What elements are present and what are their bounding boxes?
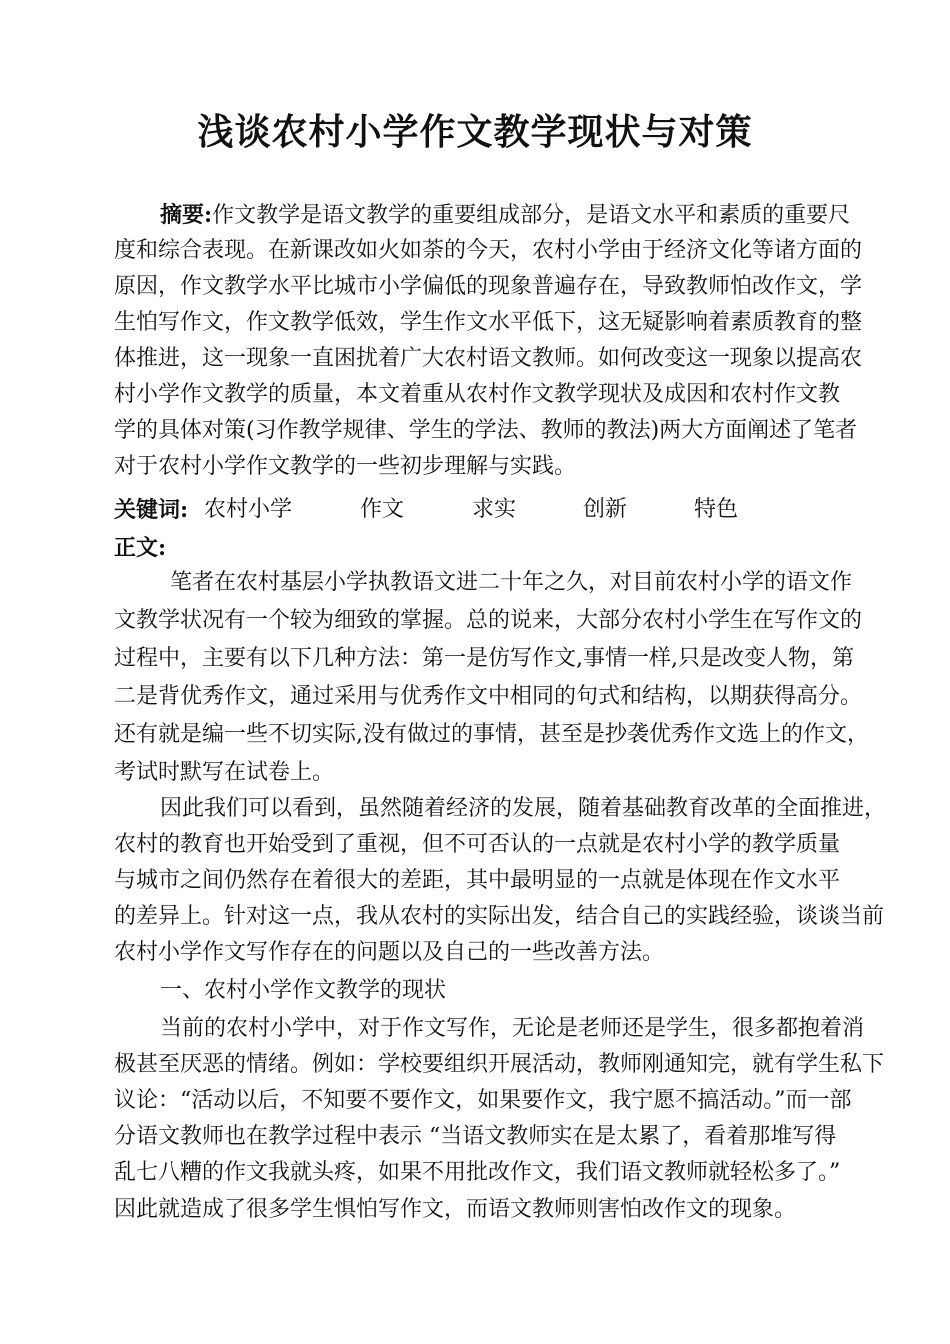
body-line: 二是背优秀作文，通过采用与优秀作文中相同的句式和结构，以期获得高分。 [114, 684, 863, 709]
body-line: 乱七八糟的作文我就头疼，如果不用批改作文，我们语文教师就轻松多了。” [114, 1160, 841, 1185]
body-line: 极甚至厌恶的情绪。例如：学校要组织开展活动，教师刚通知完，就有学生私下 [114, 1052, 885, 1077]
body-line: 还有就是编一些不切实际,没有做过的事情，甚至是抄袭优秀作文选上的作文， [114, 722, 869, 747]
body-line: 的差异上。针对这一点，我从农村的实际出发，结合自己的实践经验，谈谈当前 [114, 904, 885, 929]
abstract-line: 生怕写作文，作文教学低效，学生作文水平低下，这无疑影响着素质教育的整 [114, 310, 863, 335]
keywords-label: 关键词: [114, 497, 189, 523]
body-line: 议论：“活动以后，不知要不要作文，如果要作文，我宁愿不搞活动。”而一部 [114, 1088, 852, 1113]
abstract-label: 摘要: [160, 202, 213, 228]
body-line: 分语文教师也在教学过程中表示 “当语文教师实在是太累了，看着那堆写得 [114, 1124, 837, 1149]
document-title: 浅谈农村小学作文教学现状与对策 [197, 111, 753, 153]
abstract-line [160, 197, 850, 233]
abstract-line: 体推进，这一现象一直困扰着广大农村语文教师。如何改变这一现象以提高农 [114, 346, 863, 371]
body-line: 当前的农村小学中，对于作文写作，无论是老师还是学生，很多都抱着消 [160, 1016, 865, 1041]
keywords-line [114, 492, 739, 528]
body-line: 农村小学作文写作存在的问题以及自己的一些改善方法。 [114, 940, 665, 965]
abstract-line: 村小学作文教学的质量，本文着重从农村作文教学现状及成因和农村作文教 [114, 382, 841, 407]
body-line: 过程中，主要有以下几种方法：第一是仿写作文,事情一样,只是改变人物，第 [114, 646, 854, 671]
body-line: 因此我们可以看到，虽然随着经济的发展，随着基础教育改革的全面推进， [160, 796, 887, 821]
keyword: 求实 [472, 497, 517, 522]
body-label: 正文: [114, 535, 167, 561]
body-line: 与城市之间仍然存在着很大的差距，其中最明显的一点就是体现在作文水平 [114, 868, 841, 893]
keyword: 作文 [360, 497, 405, 522]
keyword: 创新 [583, 497, 628, 522]
body-line: 笔者在农村基层小学执教语文进二十年之久，对目前农村小学的语文作 [170, 570, 853, 595]
body-line: 因此就造成了很多学生惧怕写作文，而语文教师则害怕改作文的现象。 [114, 1197, 797, 1222]
keyword: 农村小学 [204, 497, 293, 522]
abstract-line: 对于农村小学作文教学的一些初步理解与实践。 [114, 454, 577, 479]
abstract-text: 作文教学是语文教学的重要组成部分，是语文水平和素质的重要尺 [212, 203, 851, 228]
body-line: 考试时默写在试卷上。 [114, 760, 335, 785]
section-heading: 一、农村小学作文教学的现状 [160, 978, 447, 1003]
abstract-line: 原因，作文教学水平比城市小学偏低的现象普遍存在，导致教师怕改作文，学 [114, 274, 863, 299]
body-line: 农村的教育也开始受到了重视，但不可否认的一点就是农村小学的教学质量 [114, 832, 841, 857]
body-line: 文教学状况有一个较为细致的掌握。总的说来，大部分农村小学生在写作文的 [114, 608, 863, 633]
abstract-line: 度和综合表现。在新课改如火如荼的今天，农村小学由于经济文化等诸方面的 [114, 238, 863, 263]
abstract-line: 学的具体对策(习作教学规律、学生的学法、教师的教法)两大方面阐述了笔者 [114, 418, 858, 443]
keyword: 特色 [694, 497, 739, 522]
